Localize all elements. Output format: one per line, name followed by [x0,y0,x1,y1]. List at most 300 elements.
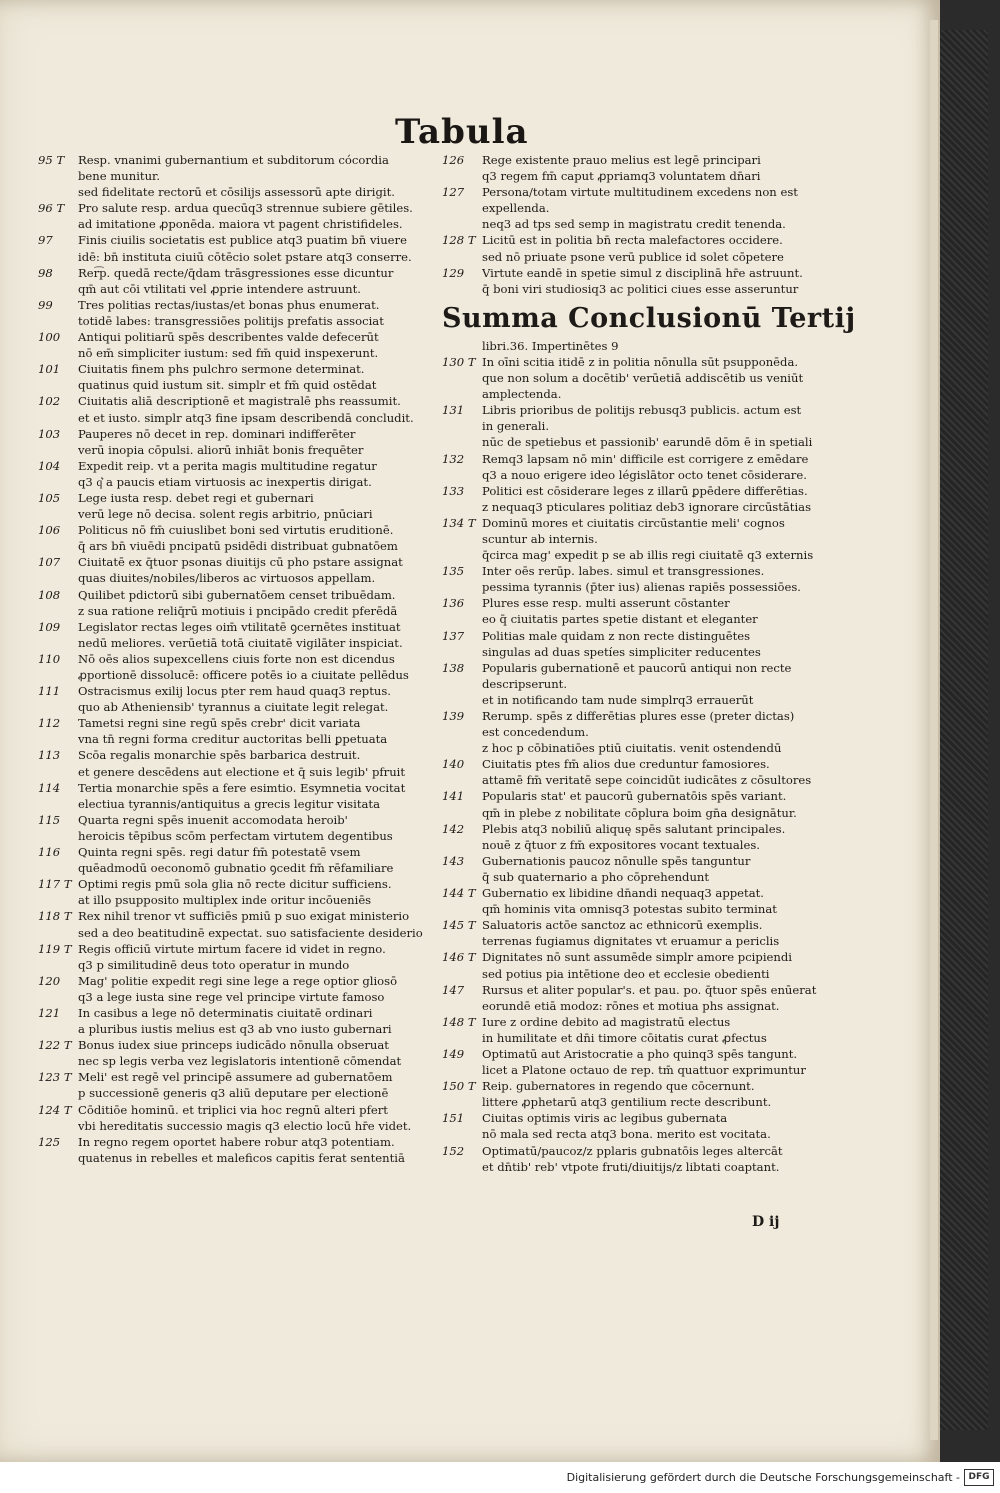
list-item [38,747,434,763]
list-item [442,756,842,772]
entry-text: nouē z q̄tuor z fm̄ expositores vocant textuales. [482,837,760,852]
entry-text: nūc de spetiebus et passionib' earundē dōm ē in spetiali [482,435,813,450]
list-item [442,869,842,885]
entry-text: licet a Platone octauo de rep. tm̄ quattuor exprimuntur [482,1063,806,1078]
entry-text: Lege iusta resp. debet regi et gubernari [78,490,314,505]
right-top-entries [442,152,842,297]
list-item [442,1030,842,1046]
entry-number [442,386,482,402]
entry-number [38,989,78,1005]
entry-text: p successionē generis q3 aliū deputare per electionē [78,1086,389,1101]
entry-text: Ciuitatis aliā descriptionē et magistralē phs reassumit. [78,394,401,409]
list-item [38,361,434,377]
entry-text: totidē labes: transgressiōes politijs prefatis associat [78,313,384,328]
list-item [442,1046,842,1062]
entry-number [442,772,482,788]
list-item [38,200,434,216]
entry-number: 129 [442,265,465,280]
entry-number: 140 [442,757,465,772]
entry-text: In casibus a lege nō determinatis ciuitatē ordinari [78,1005,373,1020]
entry-number: 152 [442,1143,465,1158]
list-item [442,547,842,563]
entry-text: Politici est cōsiderare leges z illarū ꝑpēdere differētias. [482,483,808,498]
entry-number: 138 [442,660,465,675]
entry-text: sed fidelitate rectorū et cōsilijs assessorū apte dirigit. [78,185,395,200]
entry-number: 135 [442,564,465,579]
entry-text: singulas ad duas spetíes simpliciter reducentes [482,644,761,659]
entry-number: 131 [442,403,465,418]
entry-number: 106 [38,523,61,538]
entry-text: nō em̄ simpliciter iustum: sed fm̄ quid inspexerunt. [78,346,379,361]
entry-text: Scōa regalis monarchie spēs barbarica destruit. [78,748,361,763]
list-item [38,232,434,248]
list-item [442,1110,842,1126]
entry-text: bene munitur. [78,169,161,184]
entry-number: 95 T [38,153,65,167]
entry-number: 126 [442,153,465,167]
entry-text: pessima tyrannis (p̄ter ius) alienas rapiēs possessiōes. [482,580,801,595]
list-item [38,1005,434,1021]
entry-text: et dn̄tib' reb' vtpote fruti/diuitijs/z libtati coaptant. [482,1159,780,1174]
list-item [442,611,842,627]
entry-number: 136 [442,596,465,611]
list-item [442,354,842,370]
entry-number [38,1150,78,1166]
entry-number [442,724,482,740]
list-item [442,740,842,756]
entry-number: 150 T [442,1079,476,1094]
list-item [38,715,434,731]
list-item [442,1094,842,1110]
list-item [442,232,842,248]
entry-number: 104 [38,458,61,473]
entry-number [442,1094,482,1110]
list-item [442,837,842,853]
entry-text: Optimatū aut Aristocratie a pho quinq3 spēs tangunt. [482,1046,798,1061]
entry-number: 124 T [38,1102,72,1117]
list-item [442,1078,842,1094]
entry-text: idē: bn̄ instituta ciuiū cōtēcio solet pstare atq3 conserre. [78,249,412,264]
list-item [38,908,434,924]
entry-number [442,966,482,982]
entry-number [442,692,482,708]
entry-text: Ciuitas optimis viris ac legibus gubernata [482,1111,728,1126]
entry-text: q̄circa mag' expedit p se ab illis regi ciuitatē q3 externis [482,548,814,563]
entry-number: 130 T [442,354,476,369]
list-item [38,1069,434,1085]
list-item [38,570,434,586]
list-item [442,579,842,595]
entry-text: Politicus nō fm̄ cuiuslibet boni sed virtutis eruditionē. [78,523,394,538]
entry-text: Regis officiū virtute mirtum facere id videt in regno. [78,941,386,956]
list-item [38,941,434,957]
entry-number [442,434,482,450]
list-item [442,724,842,740]
right-column [442,152,856,1175]
entry-text: qm̄ aut cōi vtilitati vel ꝓprie intendere astruunt. [78,281,361,296]
entry-number [38,699,78,715]
entry-number [442,805,482,821]
list-item [38,989,434,1005]
entry-text: sed potius pia intētione deo et ecclesie obedienti [482,966,770,981]
list-item [38,683,434,699]
entry-text: scuntur ab internis. [482,531,598,546]
entry-text: Quilibet pdictorū sibi gubernatōem censet tribuēdam. [78,587,396,602]
list-item [442,917,842,933]
list-item [38,313,434,329]
entry-text: nedū meliores. verūetiā totā ciuitatē vigilāter inspiciat. [78,635,403,650]
list-item [442,949,842,965]
entry-text: expellenda. [482,201,550,216]
entry-text: Politias male quidam z non recte distinguētes [482,628,751,643]
list-item [38,538,434,554]
list-item [38,731,434,747]
entry-number: 119 T [38,941,72,956]
entry-number [442,998,482,1014]
entry-number: 117 T [38,877,72,892]
list-item [442,200,842,216]
entry-number: 123 T [38,1070,72,1085]
entry-number: 109 [38,619,61,634]
entry-text: neq3 ad tps sed semp in magistratu credit tenenda. [482,217,786,232]
entry-text: Reip. gubernatores in regendo que cōcernunt. [482,1079,755,1094]
entry-number: 128 T [442,233,476,248]
entry-text: quēadmodū oeconomō gubnatio ꝯcedit fm̄ rēfamiliare [78,861,394,876]
entry-text: Resp. vnanimi gubernantium et subditorum cócordia [78,153,389,167]
entry-number: 151 [442,1111,465,1126]
summa-heading: Summa Conclusionū Tertij [442,302,856,334]
entry-number [38,764,78,780]
entry-text: Nō oēs alios supexcellens ciuis forte non est dicendus [78,651,395,666]
entry-text: qm̄ hominis vita omnisq3 potestas subito terminat [482,902,777,917]
entry-number [442,418,482,434]
list-item [442,660,842,676]
list-item [442,772,842,788]
entry-text: Gubernatio ex libidine dn̄andi nequaq3 appetat. [482,886,764,901]
list-item [442,692,842,708]
list-item [38,377,434,393]
list-item [38,1150,434,1166]
list-item [38,1037,434,1053]
entry-number [442,338,482,354]
entry-number [442,740,482,756]
entry-text: sed nō priuate psone verū publice id solet cōpetere [482,249,784,264]
entry-number [442,547,482,563]
list-item [38,490,434,506]
list-item [38,168,434,184]
entry-number: 121 [38,1005,61,1020]
entry-text: que non solum a docētib' verūetiā addiscētib us veniūt [482,371,804,386]
entry-number [38,538,78,554]
entry-number: 147 [442,982,465,997]
entry-text: z sua ratione reliq̄rū motiuis i pncipādo credit pferēdā [78,603,398,618]
list-item [442,499,842,515]
list-item [442,1014,842,1030]
list-item [442,249,842,265]
list-item [38,828,434,844]
entry-number [442,168,482,184]
entry-number: 127 [442,185,465,200]
entry-number [442,869,482,885]
entry-number: 148 T [442,1014,476,1029]
entry-number [38,506,78,522]
entry-number [442,1062,482,1078]
list-item [442,998,842,1014]
entry-text: vbi hereditatis successio magis q3 electio locū hr̄e videt. [78,1118,412,1133]
entry-text: q3 a lege iusta sine rege vel principe virtute famoso [78,989,385,1004]
entry-text: littere ꝓphetarū atq3 gentilium recte describunt. [482,1095,772,1110]
list-item [442,1143,842,1159]
entry-text: Plebis atq3 nobiliū aliquę spēs salutant principales. [482,821,786,836]
list-item [38,458,434,474]
entry-number [442,1030,482,1046]
list-item [442,966,842,982]
list-item [38,619,434,635]
footer-text: Digitalisierung gefördert durch die Deutsche Forschungsgemeinschaft - [566,1471,960,1484]
entry-number [38,860,78,876]
entry-number [38,345,78,361]
entry-text: at illo psupposito multiplex inde oritur incōueniēs [78,893,372,908]
entry-number: 139 [442,709,465,723]
entry-text: Optimi regis pmū sola glia nō recte dicitur sufficiens. [78,877,392,892]
entry-text: quo ab Atheniensib' tyrannus a ciuitate legit relegat. [78,700,389,715]
entry-number [38,635,78,651]
list-item [442,853,842,869]
entry-number: 132 [442,451,465,466]
entry-number [442,249,482,265]
entry-number: 112 [38,716,61,731]
entry-number [442,933,482,949]
list-item [442,152,842,168]
list-item [442,386,842,402]
entry-text: Ciuitatis finem phs pulchro sermone determinat. [78,362,365,377]
list-item [442,788,842,804]
entry-text: Popularis gubernationē et paucorū antiqui non recte [482,660,792,675]
entry-text: Mag' politie expedit regi sine lege a rege optior gliosō [78,973,398,988]
list-item [38,667,434,683]
list-item [38,860,434,876]
entry-number [38,667,78,683]
entry-number: 102 [38,394,61,409]
entry-number: 143 [442,853,465,868]
list-item [38,957,434,973]
entry-text: in generali. [482,419,550,434]
list-item [38,925,434,941]
entry-text: in humilitate et dn̄i timore cōitatis curat ꝓfectus [482,1030,767,1045]
entry-text: Rex nihil trenor vt sufficiēs pmiū p suo exigat ministerio [78,909,410,924]
entry-number [38,1021,78,1037]
list-item [442,1126,842,1142]
entry-text: qm̄ in plebe z nobilitate cōplura boim gn̄a designātur. [482,805,797,820]
page-title: Tabula [395,112,529,152]
list-item [38,1053,434,1069]
entry-number [442,281,482,297]
entry-text: z nequaq3 pticulares politiaz deb3 ignorare circūstātias [482,499,812,514]
entry-text: Quinta regni spēs. regi datur fm̄ potestatē vsem [78,845,361,860]
entry-number [38,1118,78,1134]
entry-number [442,499,482,515]
entry-text: attamē fm̄ veritatē sepe coincidūt iudicātes z cōsultores [482,773,812,788]
list-item [442,281,842,297]
list-item [38,844,434,860]
entry-number [38,249,78,265]
list-item [38,410,434,426]
list-item [38,184,434,200]
list-item [442,265,842,281]
entry-text: q̄ ars bn̄ viuēdi pncipatū psidēdi distribuat gubnatōem [78,539,398,554]
entry-text: Saluatoris actōe sanctoz ac ethnicorū exemplis. [482,918,763,933]
entry-number: 111 [38,684,61,699]
list-item [442,467,842,483]
entry-number [38,796,78,812]
entry-text: Bonus iudex siue princeps iudicādo nōnulla obseruat [78,1038,389,1053]
list-item [38,249,434,265]
entry-number [38,377,78,393]
list-item [38,780,434,796]
list-item [442,402,842,418]
entry-number [38,957,78,973]
list-item [38,796,434,812]
entry-text: libri.36. Impertinētes 9 [482,338,619,353]
entry-number: 97 [38,233,53,248]
entry-text: sed a deo beatitudinē expectat. suo satisfaciente desiderio [78,925,423,940]
list-item [442,434,842,450]
list-item [442,563,842,579]
entry-text: eorundē etiā modoz: rōnes et motiua phs assignat. [482,998,780,1013]
entry-text: a pluribus iustis melius est q3 ab vno iusto gubernari [78,1022,392,1037]
entry-text: q3 q͛ a paucis etiam virtuosis ac inexpertis dirigat. [78,474,372,489]
entry-number [38,313,78,329]
list-item [442,515,842,531]
list-item [442,805,842,821]
right-bottom-entries [442,338,842,1175]
list-item [38,812,434,828]
entry-number [442,837,482,853]
entry-number [442,676,482,692]
page-edge [930,20,938,1440]
entry-text: ꝓportionē dissolucē: officere potēs io a ciuitate pellēdus [78,668,409,682]
entry-text: Cōditiōe hominū. et triplici via hoc regnū alteri pfert [78,1102,388,1117]
entry-text: Dominū mores et ciuitatis circūstantie meli' cognos [482,515,785,530]
entry-text: q̄ boni viri studiosiq3 ac politici ciues esse asseruntur [482,281,799,296]
entry-number: 105 [38,490,61,505]
entry-text: Libris prioribus de politijs rebusq3 publicis. actum est [482,403,802,418]
list-item [442,901,842,917]
entry-text: descripserunt. [482,676,568,691]
list-item [38,651,434,667]
entry-text: et genere descēdens aut electione et q̄ suis legib' pfruit [78,764,406,779]
entry-text: Pauperes nō decet in rep. dominari indifferēter [78,426,356,441]
entry-number: 149 [442,1046,465,1061]
list-item [38,554,434,570]
list-item [38,442,434,458]
signature-mark: D ij [752,1214,780,1230]
list-item [38,522,434,538]
entry-number: 113 [38,748,61,763]
entry-number: 98 [38,265,53,280]
entry-text: ad imitatione ꝓponēda. maiora vt pagent christifideles. [78,217,403,232]
entry-text: In oīni scitia itidē z in politia nōnulla sūt psupponēda. [482,354,799,369]
list-item [38,764,434,780]
list-item [38,345,434,361]
list-item [442,216,842,232]
list-item [38,1134,434,1150]
entry-number: 133 [442,483,465,498]
entry-number: 141 [442,789,465,804]
entry-text: Tertia monarchie spēs a fere esimtio. Esymnetia vocitat [78,780,406,795]
entry-number [38,603,78,619]
entry-text: Tametsi regni sine regū spēs crebr' dicit variata [78,716,361,731]
list-item [38,973,434,989]
list-item [442,370,842,386]
entry-text: Iure z ordine debito ad magistratū electus [482,1014,731,1029]
entry-number: 115 [38,812,61,827]
entry-number: 118 T [38,909,72,924]
entry-number: 142 [442,821,465,836]
entry-text: Meli' est regē vel principē assumere ad gubernatōem [78,1070,393,1085]
entry-number [38,442,78,458]
entry-text: nō mala sed recta atq3 bona. merito est vocitata. [482,1127,771,1142]
list-item [442,885,842,901]
entry-text: Rursus et aliter popular's. et pau. po. q̄tuor spēs enūerat [482,982,817,997]
entry-text: quas diuites/nobiles/liberos ac virtuosos appellam. [78,571,376,586]
list-item [442,184,842,200]
entry-number [38,1085,78,1101]
list-item [38,635,434,651]
entry-text: nec sp legis verba vez legislatoris intentionē cōmendat [78,1054,402,1069]
entry-number: 99 [38,297,53,312]
entry-text: verū lege nō decisa. solent regis arbitrio, pnūciari [78,507,373,522]
entry-number [442,901,482,917]
entry-text: In regno regem oportet habere robur atq3 potentiam. [78,1134,395,1149]
entry-number: 110 [38,651,61,666]
entry-text: et in notificando tam nude simplrq3 errauerūt [482,692,754,707]
list-item [442,168,842,184]
entry-text: et et iusto. simplr atq3 fine ipsam describendā concludit. [78,410,414,425]
list-item [38,265,434,281]
entry-number [38,184,78,200]
entry-text: Licitū est in politia bn̄ recta malefactores occidere. [482,233,783,248]
list-item [442,1159,842,1175]
entry-number [442,370,482,386]
entry-text: heroicis tēpibus scōm perfectam virtutem degentibus [78,828,393,843]
entry-number: 114 [38,780,61,795]
entry-text: z hoc p cōbinatiōes ptiū ciuitatis. venit ostendendū [482,741,782,756]
list-item [38,699,434,715]
entry-text: Gubernationis paucoz nōnulle spēs tanguntur [482,853,751,868]
list-item [442,531,842,547]
entry-text: Legislator rectas leges oim̄ vtilitatē ꝯcernētes instituat [78,619,401,634]
list-item [38,297,434,313]
entry-number: 108 [38,587,61,602]
list-item [442,644,842,660]
entry-number [442,644,482,660]
entry-number [38,731,78,747]
list-item [38,587,434,603]
list-item [38,329,434,345]
entry-text: Pro salute resp. ardua quecūq3 strennue subiere gētiles. [78,201,413,216]
entry-text: Quarta regni spēs inuenit accomodata heroib' [78,812,348,827]
list-item [38,216,434,232]
left-column [38,152,434,1166]
list-item [38,474,434,490]
entry-number [442,611,482,627]
entry-number [38,892,78,908]
list-item [38,603,434,619]
entry-text: Expedit reip. vt a perita magis multitudine regatur [78,458,377,473]
entry-number [38,925,78,941]
list-item [38,1102,434,1118]
